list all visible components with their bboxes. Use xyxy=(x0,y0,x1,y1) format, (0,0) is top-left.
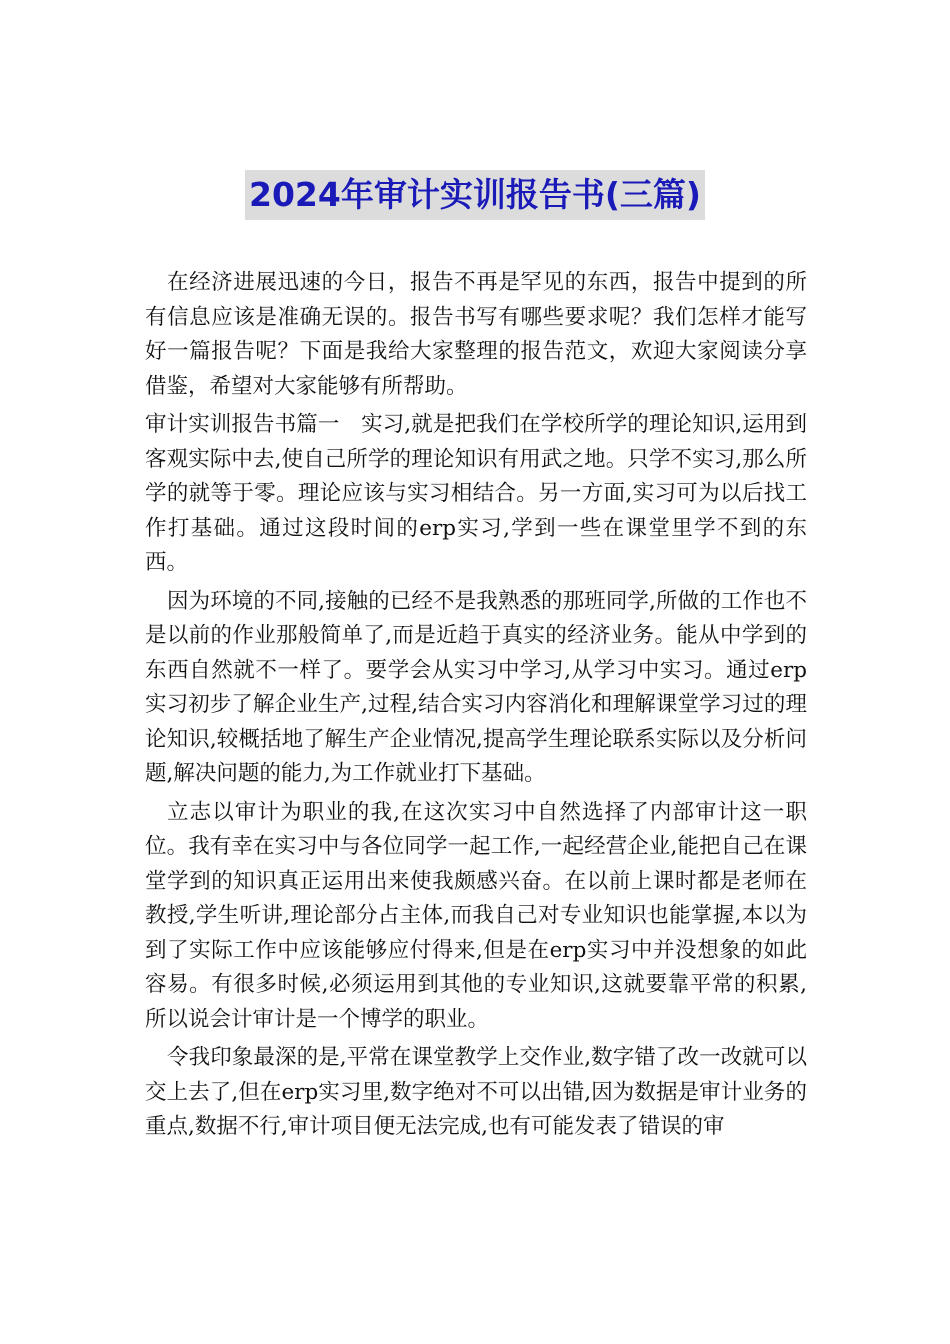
body-paragraph: 立志以审计为职业的我,在这次实习中自然选择了内部审计这一职位。我有幸在实习中与各位同学一起工作,一起经营企业,能把自己在课堂学到的知识真正运用出来使我颇感兴奋。在以前上课时都是老师在教授,学生听讲,理论部分占主体,而我自己对专业知识也能掌握,本以为到了实际工作中应该能够应付得来,但是在erp实习中并没想象的如此容易。有很多时候,必须运用到其他的专业知识,这就要靠平常的积累,所以说会计审计是一个博学的职业。 xyxy=(145,799,807,1032)
title-container xyxy=(0,170,950,220)
body-paragraph: 令我印象最深的是,平常在课堂教学上交作业,数字错了改一改就可以交上去了,但在erp实习里,数字绝对不可以出错,因为数据是审计业务的重点,数据不行,审计项目便无法完成,也有可能发表了错误的审 xyxy=(145,1045,807,1139)
section-one-paragraph: 审计实训报告书篇一 实习,就是把我们在学校所学的理论知识,运用到客观实际中去,使自己所学的理论知识有用武之地。只学不实习,那么所学的就等于零。理论应该与实习相结合。另一方面,实习可为以后找工作打基础。通过这段时间的erp实习,学到一些在课堂里学不到的东西。 xyxy=(145,412,807,575)
document-body xyxy=(145,266,807,1145)
intro-paragraph: 在经济进展迅速的今日，报告不再是罕见的东西，报告中提到的所有信息应该是准确无误的。报告书写有哪些要求呢？我们怎样才能写好一篇报告呢？下面是我给大家整理的报告范文，欢迎大家阅读分享借鉴，希望对大家能够有所帮助。 xyxy=(145,270,807,399)
body-paragraph: 因为环境的不同,接触的已经不是我熟悉的那班同学,所做的工作也不是以前的作业那般简单了,而是近趋于真实的经济业务。能从中学到的东西自然就不一样了。要学会从实习中学习,从学习中实习。通过erp实习初步了解企业生产,过程,结合实习内容消化和理解课堂学习过的理论知识,较概括地了解生产企业情况,提高学生理论联系实际以及分析问题,解决问题的能力,为工作就业打下基础。 xyxy=(145,588,807,786)
document-title: 2024年审计实训报告书(三篇) xyxy=(245,170,705,220)
